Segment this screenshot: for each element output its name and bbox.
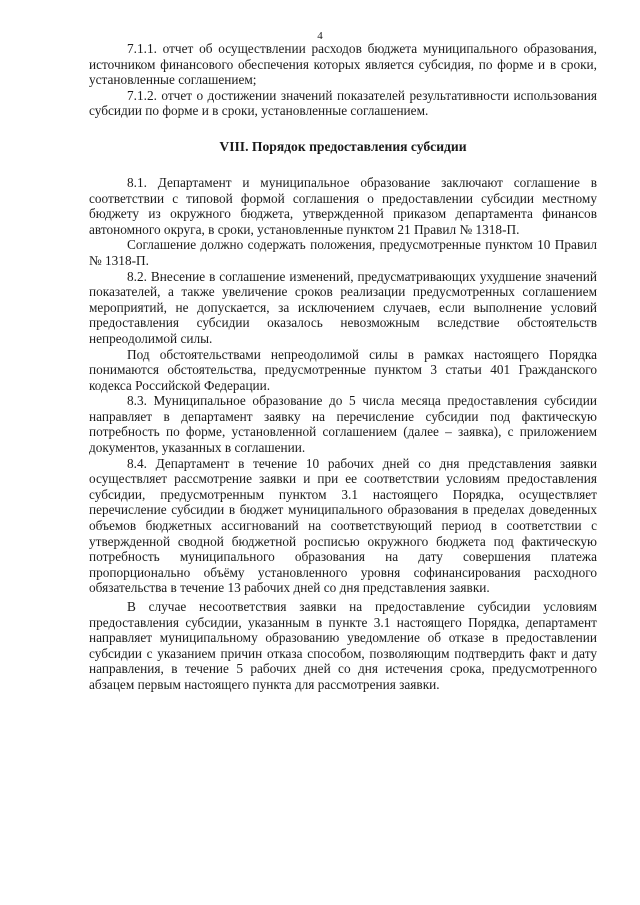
paragraph-8-1: 8.1. Департамент и муниципальное образование заключают соглашение в соответствии с типовой формой соглашения о предоставлении субсидии местному бюджету из окружного бюджета, утвержденной приказом департамента финансов автономного округа, в сроки, установленные пунктом 21 Правил № 1318-П. <box>89 174 597 237</box>
section-title: VIII. Порядок предоставления субсидии <box>219 138 467 154</box>
paragraph-force-majeure: Под обстоятельствами непреодолимой силы в рамках настоящего Порядка понимаются обстоятельства, предусмотренные пунктом 3 статьи 401 Гражданского кодекса Российской Федерации. <box>89 346 597 393</box>
paragraph-8-2: 8.2. Внесение в соглашение изменений, предусматривающих ухудшение значений показателей, а также увеличение сроков реализации предусмотренных соглашением мероприятий, не допускается, за исключением случаев, если выполнение условий предоставления субсидии оказалось невозможным вследствие обстоятельств непреодолимой силы. <box>89 268 597 346</box>
document-body <box>89 41 597 693</box>
paragraph-refusal: В случае несоответствия заявки на предоставление субсидии условиям предоставления субсидии, указанным в пункте 3.1 настоящего Порядка, департамент направляет муниципальному образованию уведомление об отказе в предоставлении субсидии с указанием причин отказа способом, позволяющим подтвердить факт и дату направления, в течение 5 рабочих дней со дня истечения срока, предусмотренного абзацем первым настоящего пункта для рассмотрения заявки. <box>89 599 597 692</box>
paragraph-7-1-2: 7.1.2. отчет о достижении значений показателей результативности использования субсидии по форме и в сроки, установленные соглашением. <box>89 87 597 119</box>
paragraph-agreement-content: Соглашение должно содержать положения, предусмотренные пунктом 10 Правил № 1318-П. <box>89 237 597 268</box>
paragraph-7-1-1: 7.1.1. отчет об осуществлении расходов бюджета муниципального образования, источником финансового обеспечения которых является субсидия, по форме и в сроки, установленные соглашением; <box>89 41 597 88</box>
paragraph-8-3: 8.3. Муниципальное образование до 5 числа месяца предоставления субсидии направляет в департамент заявку на перечисление субсидии под фактическую потребность по форме, установленной соглашением (далее – заявка), с приложением документов, указанных в соглашении. <box>89 393 597 456</box>
paragraph-8-4: 8.4. Департамент в течение 10 рабочих дней со дня представления заявки осуществляет рассмотрение заявки и при ее соответствии условиям предоставления субсидии, предусмотренным пунктом 3.1 настоящего Порядка, осуществляет перечисление субсидии в бюджет муниципального образования в пределах доведенных объемов бюджетных ассигнований на соответствующий период в соответствии с утвержденной сводной бюджетной росписью окружного бюджета под фактическую потребность муниципального образования на дату совершения платежа пропорционально объёму установленного уровня софинансирования расходного обязательства в течение 13 рабочих дней со дня представления заявки. <box>89 455 597 596</box>
page-number: 4 <box>317 30 323 42</box>
